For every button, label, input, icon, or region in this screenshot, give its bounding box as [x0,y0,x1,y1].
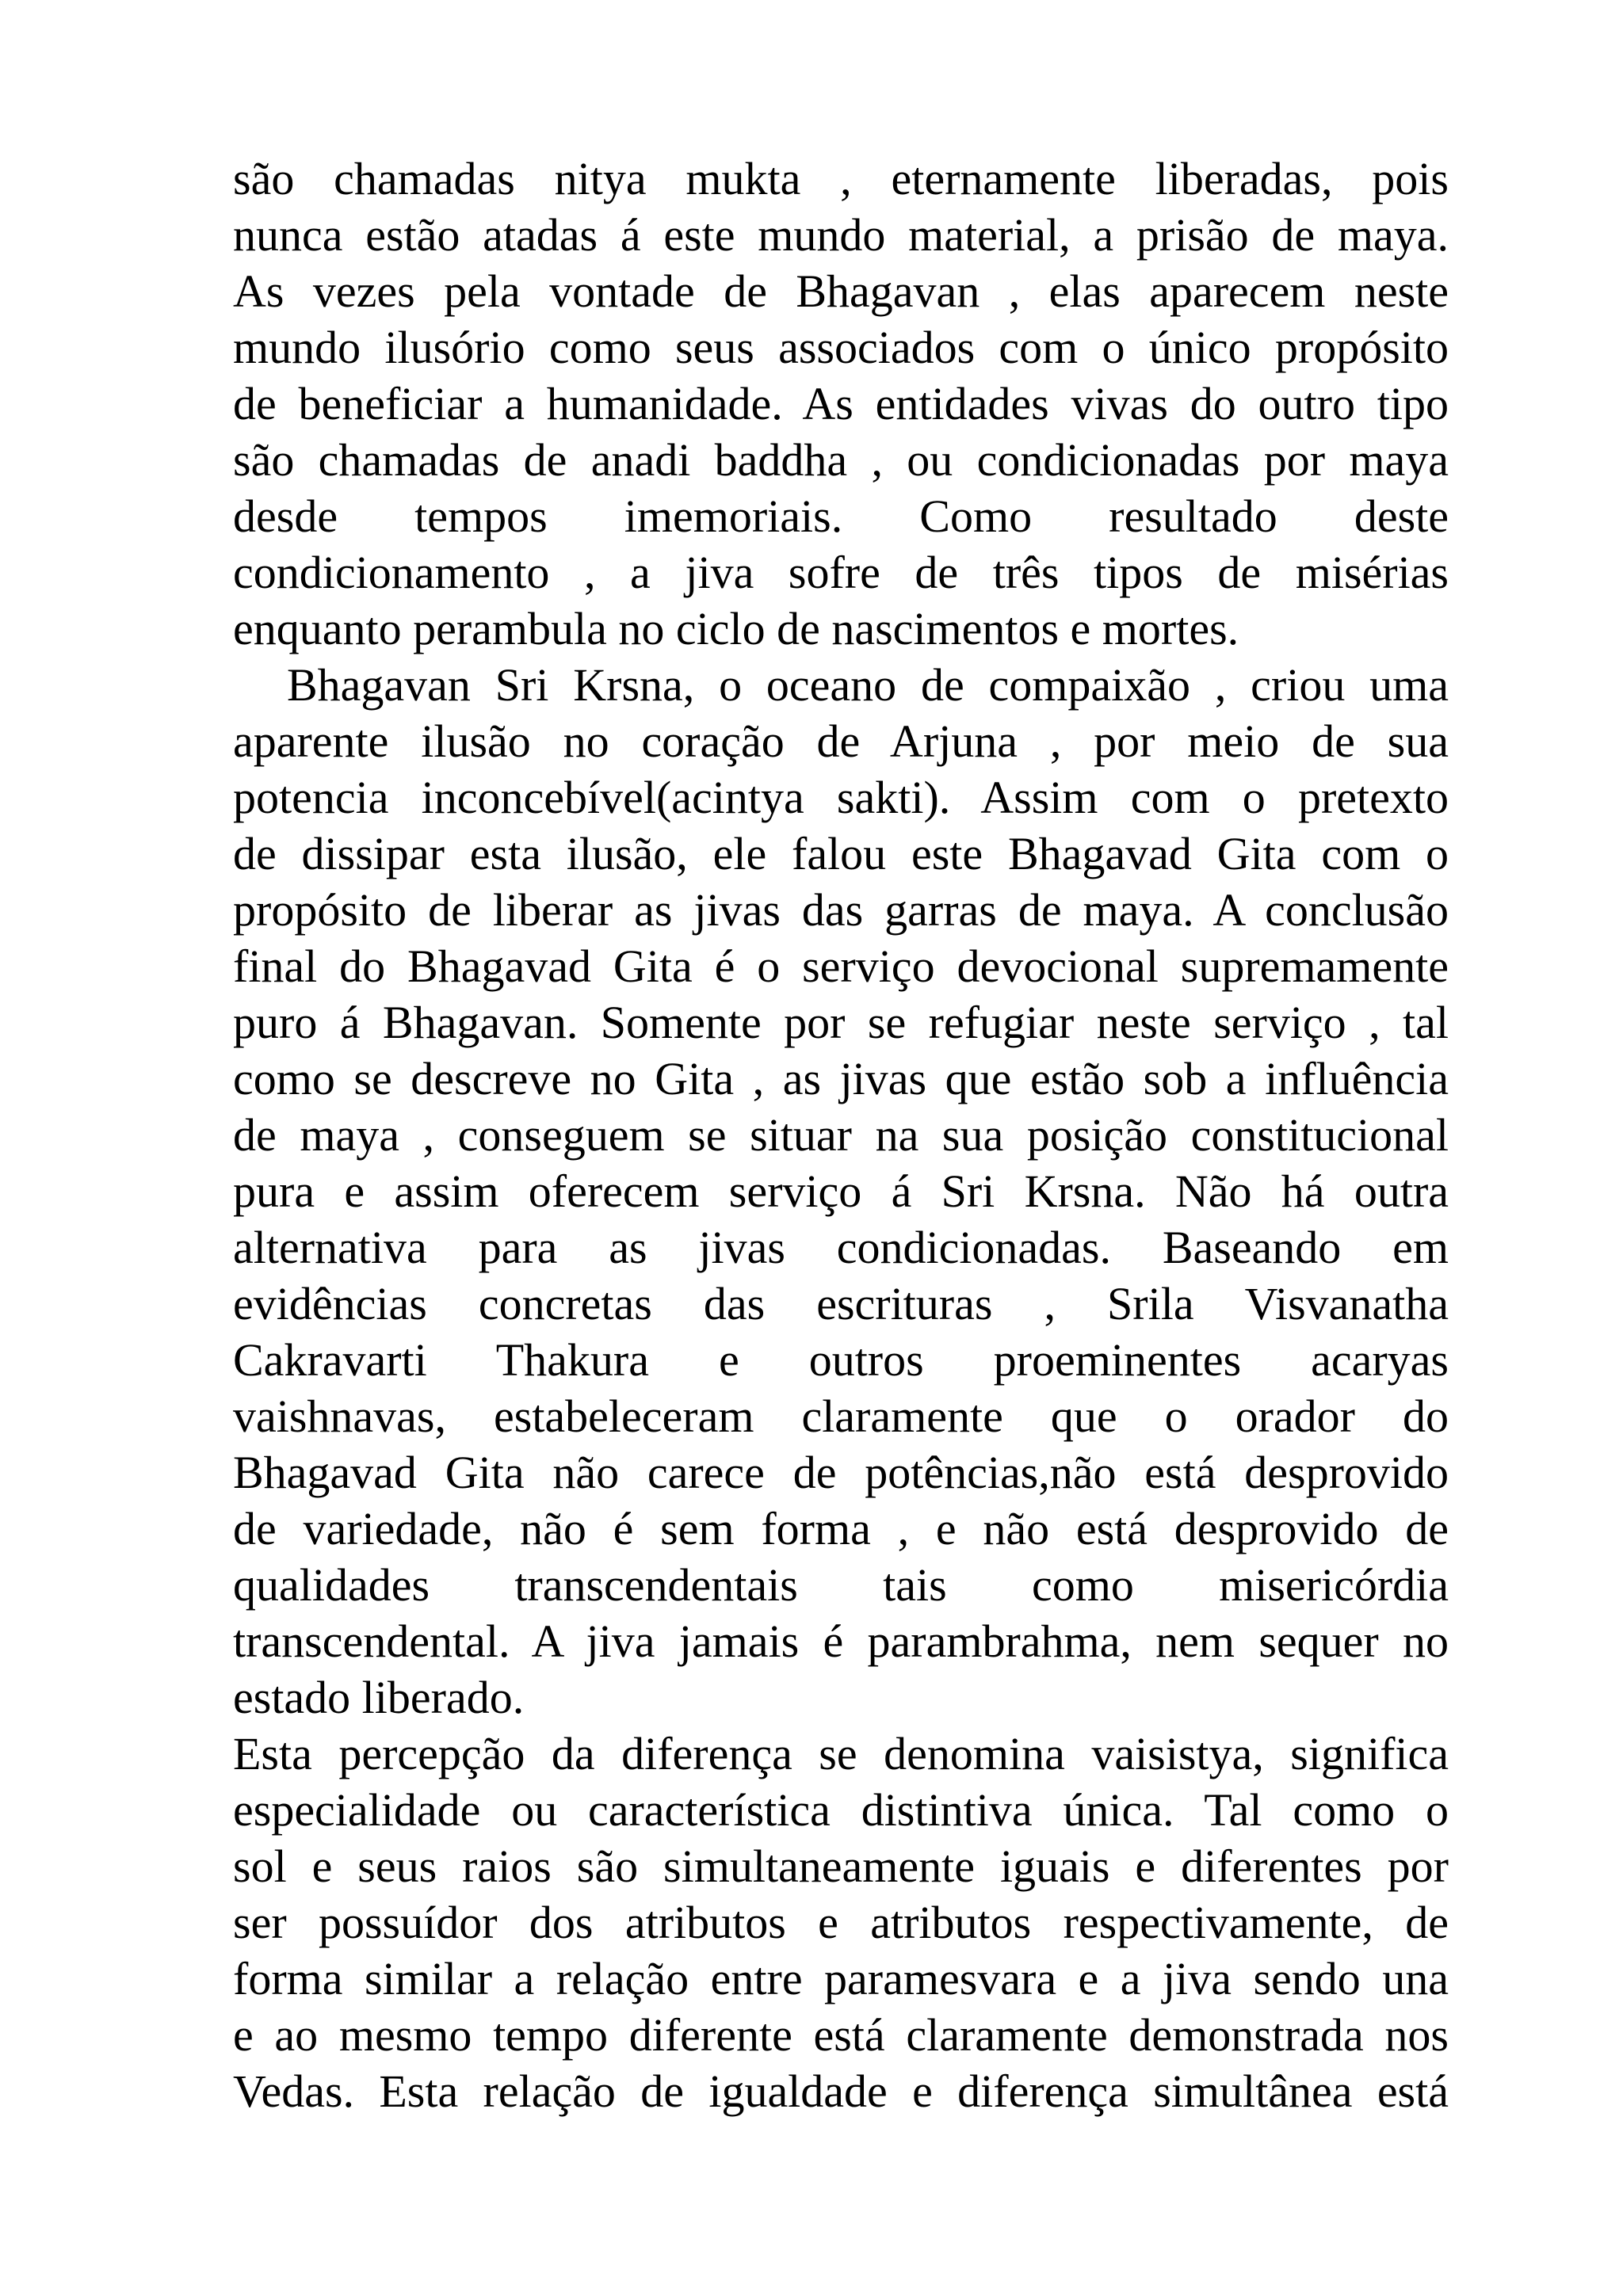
text-line: transcendental. A jiva jamais é parambrahma, nem sequer no [233,1615,1449,1667]
text-line: sol e seus raios são simultaneamente iguais e diferentes por [233,1840,1449,1892]
text-line: ser possuídor dos atributos e atributos respectivamente, de [233,1897,1449,1948]
text-line: de beneficiar a humanidade. As entidades vivas do outro tipo [233,378,1449,429]
text-line: e ao mesmo tempo diferente está claramente demonstrada nos [233,2009,1449,2061]
text-line: condicionamento , a jiva sofre de três tipos de misérias [233,547,1449,598]
text-line: de dissipar esta ilusão, ele falou este Bhagavad Gita com o [233,828,1449,879]
text-line: Cakravarti Thakura e outros proeminentes acaryas [233,1334,1449,1386]
text-line: Bhagavad Gita não carece de potências,não está desprovido [233,1447,1449,1498]
text-line: estado liberado. [233,1672,525,1723]
text-line: alternativa para as jivas condicionadas. Baseando em [233,1222,1449,1273]
text-line: de variedade, não é sem forma , e não está desprovido de [233,1503,1449,1554]
text-line: de maya , conseguem se situar na sua posição constitucional [233,1109,1449,1161]
text-line: nunca estão atadas á este mundo material, a prisão de maya. [233,209,1449,261]
text-line: puro á Bhagavan. Somente por se refugiar neste serviço , tal [233,997,1449,1048]
text-line: vaishnavas, estabeleceram claramente que o orador do [233,1390,1449,1442]
text-line: Bhagavan Sri Krsna, o oceano de compaixão , criou uma [287,659,1449,711]
text-line: As vezes pela vontade de Bhagavan , elas aparecem neste [233,265,1449,317]
text-line: propósito de liberar as jivas das garras de maya. A conclusão [233,884,1449,936]
text-line: são chamadas nitya mukta , eternamente liberadas, pois [233,153,1449,204]
text-line: aparente ilusão no coração de Arjuna , por meio de sua [233,715,1449,767]
text-line: são chamadas de anadi baddha , ou condicionadas por maya [233,434,1449,486]
text-line: Vedas. Esta relação de igualdade e diferença simultânea está [233,2065,1449,2117]
text-line: especialidade ou característica distintiva única. Tal como o [233,1784,1449,1836]
text-line: potencia inconcebível(acintya sakti). Assim com o pretexto [233,772,1449,823]
text-line: enquanto perambula no ciclo de nascimentos e mortes. [233,603,1239,654]
text-line: forma similar a relação entre paramesvara e a jiva sendo una [233,1953,1449,2004]
body-text [233,151,1449,2119]
text-line: Esta percepção da diferença se denomina vaisistya, significa [233,1728,1449,1779]
text-line: pura e assim oferecem serviço á Sri Krsna. Não há outra [233,1165,1449,1217]
text-line: mundo ilusório como seus associados com o único propósito [233,322,1449,373]
text-line: desde tempos imemoriais. Como resultado deste [233,490,1449,542]
text-line: qualidades transcendentais tais como misericórdia [233,1559,1449,1611]
text-line: evidências concretas das escrituras , Srila Visvanatha [233,1278,1449,1329]
text-line: como se descreve no Gita , as jivas que estão sob a influência [233,1053,1449,1104]
text-line: final do Bhagavad Gita é o serviço devocional supremamente [233,940,1449,992]
